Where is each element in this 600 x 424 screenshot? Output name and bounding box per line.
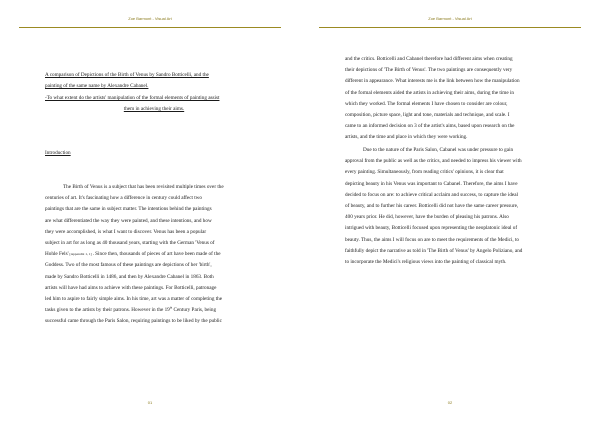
title-line: A comparison of Depictions of the Birth of Venus by Sandro Botticelli, and the (45, 72, 209, 78)
question-line: them in achieving their aims. (123, 106, 185, 113)
paragraph-line: intrigued with beauty, Botticelli focused upon representing the neoplatonic ideal of (345, 225, 518, 232)
paragraph-line: and the critics. Botticelli and Cabanel therefore had different aims when creating (345, 56, 513, 62)
paragraph-line: different in appearance. What interests me is the link between how the manipulation (345, 78, 520, 85)
paragraph-line: Due to the nature of the Paris Salon, Cabanel was under pressure to gain (363, 147, 514, 153)
page-header: Zoe Barmont - Visual Art (428, 16, 472, 21)
paragraph-line: of beauty, and to further his career. Botticelli did not have the same career pressure, (345, 203, 519, 210)
paragraph-line: Goddess. Two of the most famous of these paintings are depictions of her 'birth', (45, 262, 212, 269)
paragraph-line: successful came through the Paris Salon, requiring paintings to be liked by the public (45, 318, 222, 325)
paragraph-line: centuries of art. It's fascinating how a difference in century could affect two (45, 195, 203, 202)
paragraph-line: every painting. Simultaneously, from reading critics' opinions, it is clear that (345, 169, 504, 176)
paragraph-line: artists, and the time and place in which they were working. (345, 134, 468, 141)
paragraph-line: led him to aspire to fairly simple aims. In his time, art was a matter of completing the (45, 296, 223, 303)
page-number: 01 (147, 400, 153, 405)
paragraph-line: beauty. Thus, the aims I will focus on are to meet the requirements of the Medici, to (345, 236, 520, 243)
question-line: -To what extent do the artists' manipulation of the formal elements of painting assist (45, 95, 220, 101)
title-block (45, 70, 263, 92)
page-number: 02 (447, 400, 453, 405)
paragraph-line (45, 305, 263, 316)
paragraph-line: made by Sandro Botticelli in 1486, and then by Alexandre Cabanel in 1863. Both (45, 273, 214, 280)
paragraph-line: they were accomplished, is what I want to discover. Venus has been a popular (45, 228, 207, 235)
paragraph-continued (345, 54, 563, 144)
hohle-fels-rest: . Since then, thousands of pieces of art have been made of the (92, 251, 221, 258)
page-header: Zoe Barmont - Visual Art (128, 16, 172, 21)
paragraph-line: their depictions of 'The Birth of Venus'. The two paintings are consequently very (345, 67, 513, 74)
paragraph-line: decided to focus on are: to achieve critical acclaim and success, to capture the ideal (345, 191, 518, 198)
paragraph-line: depicting beauty in his Venus was important to Cabanel. Therefore, the aims I have (345, 180, 518, 187)
paragraph-line: approval from the public as well as the critics, and needed to impress his viewer with (345, 158, 522, 165)
paragraph-line: to incorporate the Medici's religious views into the painting of classical myth. (345, 259, 507, 266)
hohle-fels-text: Hohle Fels' (45, 251, 69, 258)
title-line: painting of the same name by Alexandre Cabanel. (45, 83, 149, 90)
footnote-ref[interactable]: [Appendix 1, 1] (68, 252, 93, 257)
paragraph-line: are what differentiated the way they were painted, and these intentions, and how (45, 217, 212, 224)
paragraph-line: which they worked. The formal elements I have chosen to consider are colour, (345, 100, 508, 107)
paragraph-line: faithfully depict the narrative as told in 'The Birth of Venus' by Angelo Poliziano, and (345, 247, 523, 254)
paragraph-line (45, 249, 263, 260)
superscript: th (169, 305, 173, 310)
header-rule (319, 27, 581, 28)
header-rule (19, 27, 281, 28)
introduction-heading: Introduction (45, 150, 71, 156)
paragraph-line: The Birth of Venus is a subject that has been revisited multiple times over the (63, 184, 224, 190)
century-text: tasks given to the artists by their patrons. However in the 19 (45, 307, 170, 314)
paragraph-line: of the formal elements aided the artists in achieving their aims, during the time in (345, 89, 514, 96)
question-block (45, 93, 263, 115)
aims-paragraph (345, 145, 563, 268)
paragraph-line: subject in art for as long as 40 thousand years, starting with the German 'Venus of (45, 240, 215, 247)
paragraph-line: composition, picture space, light and tone, materials and technique, and scale. I (345, 112, 510, 119)
paragraph-line: 400 years prior. He did, however, have the burden of pleasing his patrons. Also (345, 214, 509, 221)
century-text-rest: Century Paris, being (172, 307, 217, 314)
paragraph-line: artists will have had aims to achieve with these paintings. For Botticelli, patronage (45, 284, 217, 291)
intro-paragraph (45, 182, 263, 328)
paragraph-line: came to an informed decision on 3 of the artist's aims, based upon research on the (345, 123, 515, 130)
section-heading (45, 148, 263, 159)
right-page (300, 0, 600, 424)
paragraph-line: paintings that are the same in subject matter. The intentions behind the paintings (45, 206, 212, 213)
